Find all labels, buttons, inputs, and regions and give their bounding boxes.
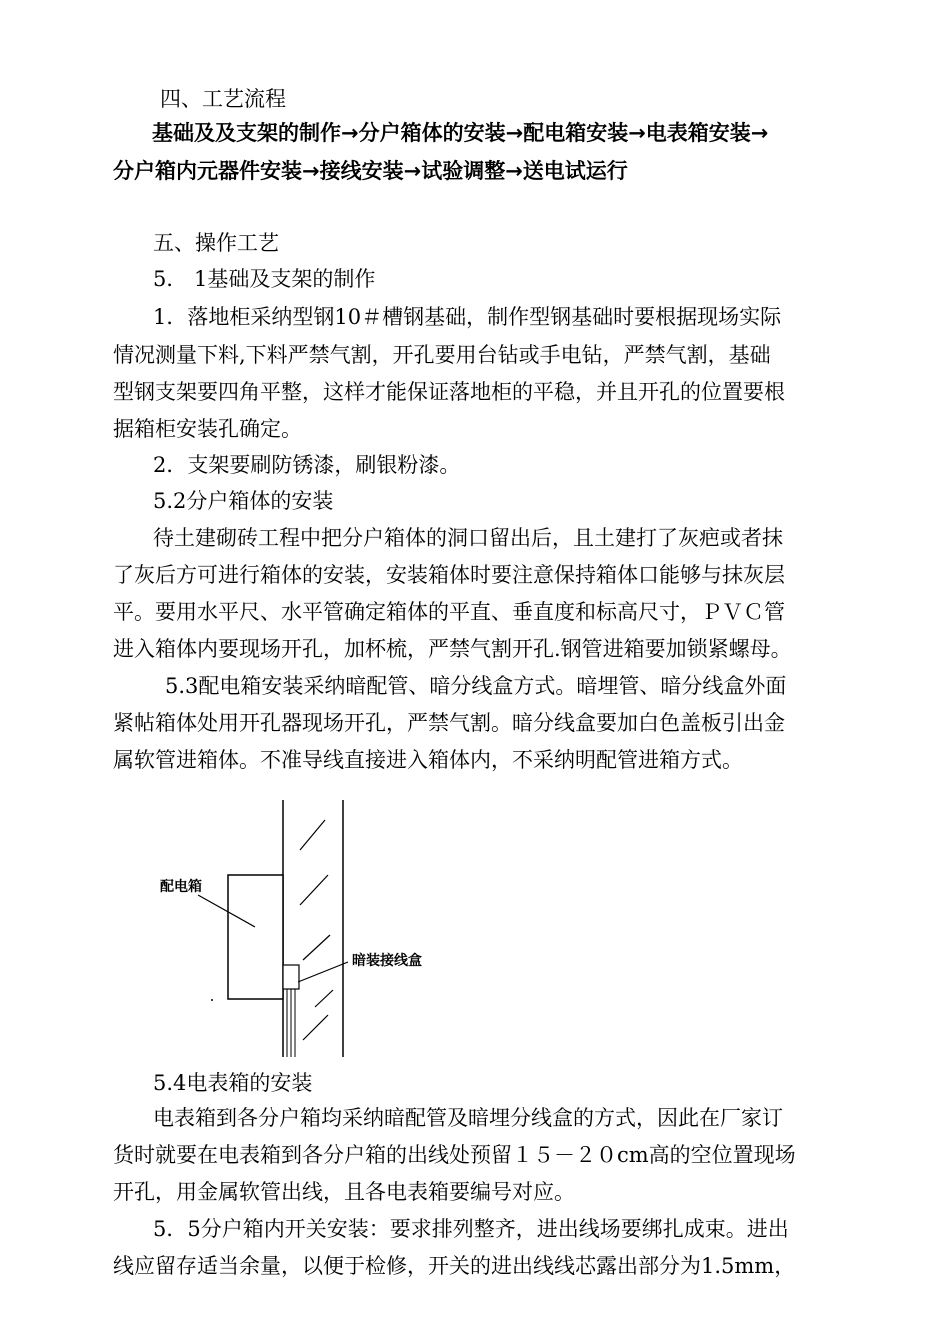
paragraph-3-line-4: 进入箱体内要现场开孔，加杯梳，严禁气割开孔.钢管进箱要加锁紧螺母。 <box>113 637 792 661</box>
section-4-heading: 四、工艺流程 <box>160 87 286 111</box>
process-flow-line-1: 基础及及支架的制作→分户箱体的安装→配电箱安装→电表箱安装→ <box>152 121 769 145</box>
paragraph-3-line-1: 待土建砌砖工程中把分户箱体的洞口留出后，且土建打了灰疤或者抹 <box>153 526 783 550</box>
process-flow-line-2: 分户箱内元器件安装→接线安装→试验调整→送电试运行 <box>113 159 628 183</box>
paragraph-4-line-2: 紧帖箱体处用开孔器现场开孔，严禁气割。暗分线盒要加白色盖板引出金 <box>113 711 785 735</box>
paragraph-4-line-3: 属软管进箱体。不准导线直接进入箱体内，不采纳明配管进箱方式。 <box>113 748 743 772</box>
distribution-box-label: 配电箱 <box>160 879 202 895</box>
subsection-5-1-heading: 5． 1基础及支架的制作 <box>153 267 376 291</box>
subsection-5-4-heading: 5.4电表箱的安装 <box>153 1071 313 1095</box>
paragraph-5-line-1: 电表箱到各分户箱均采纳暗配管及暗埋分线盒的方式，因此在厂家订 <box>153 1106 783 1130</box>
paragraph-1-line-2: 情况测量下料,下料严禁气割，开孔要用台钻或手电钻，严禁气割，基础 <box>113 343 771 367</box>
junction-box-shape <box>283 965 299 989</box>
section-5-heading: 五、操作工艺 <box>153 231 279 255</box>
paragraph-5-line-2: 货时就要在电表箱到各分户箱的出线处预留１５－２０cm高的空位置现场 <box>113 1143 796 1167</box>
paragraph-3-line-2: 了灰后方可进行箱体的安装，安装箱体时要注意保持箱体口能够与抹灰层 <box>113 563 785 587</box>
paragraph-6-line-2: 线应留存适当余量，以便于检修，开关的进出线线芯露出部分为1.5mm， <box>113 1254 796 1278</box>
paragraph-1-line-3: 型钢支架要四角平整，这样才能保证落地柜的平稳，并且开孔的位置要根 <box>113 380 785 404</box>
paragraph-4-line-1: 5.3配电箱安装采纳暗配管、暗分线盒方式。暗埋管、暗分线盒外面 <box>165 674 787 698</box>
subsection-5-2-heading: 5.2分户箱体的安装 <box>153 489 334 513</box>
distribution-box-installation-diagram <box>140 795 500 1060</box>
paragraph-2: 2．支架要刷防锈漆，刷银粉漆。 <box>153 453 461 477</box>
junction-box-label: 暗装接线盒 <box>352 953 422 969</box>
paragraph-1-line-4: 据箱柜安装孔确定。 <box>113 417 302 441</box>
paragraph-5-line-3: 开孔，用金属软管出线，且各电表箱要编号对应。 <box>113 1180 575 1204</box>
stray-dot <box>211 999 213 1001</box>
distribution-box-shape <box>228 875 283 999</box>
paragraph-3-line-3: 平。要用水平尺、水平管确定箱体的平直、垂直度和标高尺寸，ＰＶＣ管 <box>113 600 785 624</box>
junction-leader-line <box>298 962 348 982</box>
paragraph-1-line-1: 1．落地柜采纳型钢10＃槽钢基础，制作型钢基础时要根据现场实际 <box>153 305 782 329</box>
paragraph-6-line-1: 5．5分户箱内开关安装：要求排列整齐，进出线场要绑扎成束。进出 <box>153 1217 789 1241</box>
wall-hatching <box>300 820 333 1040</box>
